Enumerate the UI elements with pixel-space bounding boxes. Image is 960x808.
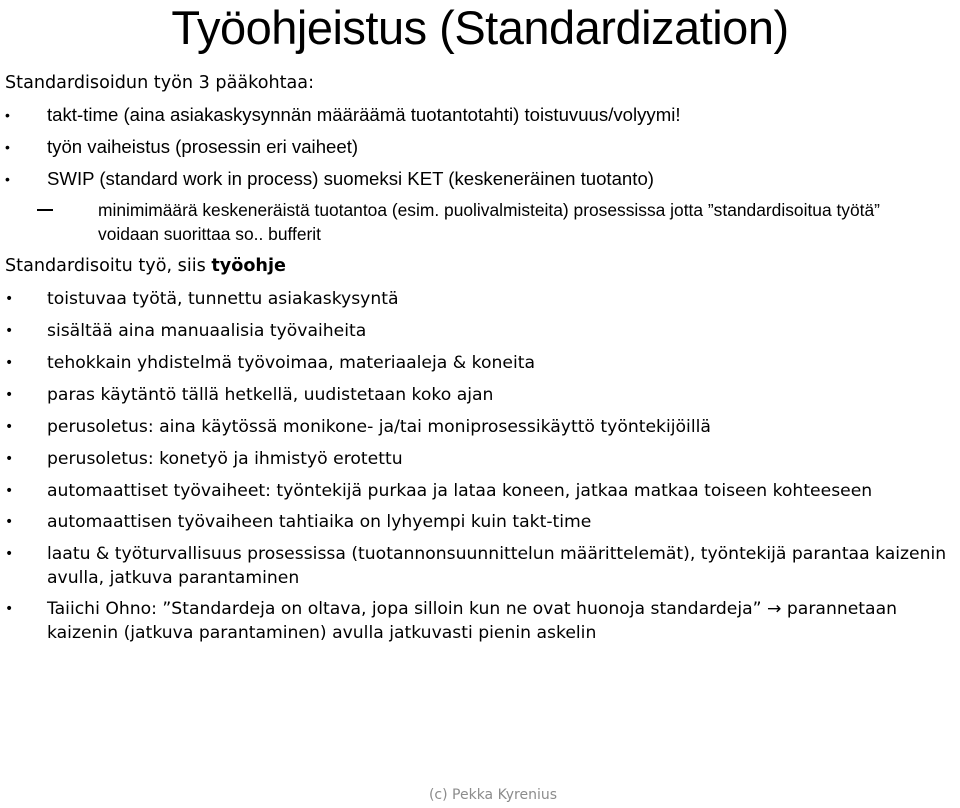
slide-content (5, 67, 957, 648)
list-item-text: tehokkain yhdistelmä työvoimaa, materiaaleja & koneita (47, 353, 535, 373)
list-item-text (47, 599, 897, 643)
bullet-icon: • (5, 546, 14, 562)
section-heading-text: Standardisoitu työ, siis (5, 256, 212, 276)
list-item (5, 506, 957, 538)
list-item-text: automaattisen työvaiheen tahtiaika on lyhyempi kuin takt-time (47, 512, 592, 532)
list-item-text: perusoletus: aina käytössä monikone- ja/tai moniprosessikäyttö työntekijöillä (47, 417, 711, 437)
list-item-text: takt-time (aina asiakaskysynnän määräämä tuotantotahti) toistuvuus/volyymi! (47, 104, 681, 125)
bullet-icon: • (5, 451, 14, 467)
list-item-text: perusoletus: konetyö ja ihmistyö erotettu (47, 449, 403, 469)
list-item (5, 315, 957, 347)
list-item (5, 347, 957, 379)
list-item-text: toistuvaa työtä, tunnettu asiakaskysyntä (47, 289, 399, 309)
bullet-icon: • (5, 355, 14, 371)
list-item (5, 163, 957, 195)
list-item (5, 443, 957, 475)
quote-text: Taiichi Ohno: ”Standardeja on oltava, jopa silloin kun ne ovat huonoja standardeja” (47, 599, 768, 619)
slide-title: Työohjeistus (Standardization) (171, 1, 789, 54)
list-item-text: laatu & työturvallisuus prosessissa (tuotannonsuunnittelun määrittelemät), työntekijä parantaa kaizenin avulla, jatkuva parantaminen (47, 544, 947, 588)
list-item (5, 131, 957, 163)
bullet-icon: • (5, 139, 10, 155)
dash-icon (37, 209, 53, 211)
sub-list-item-text: minimimäärä keskeneräistä tuotantoa (esim. puolivalmisteita) prosessissa jotta ”standardisoitua työtä” voidaan suorittaa so.. bufferit (98, 200, 880, 244)
work-instruction-list (5, 283, 957, 648)
section-heading-work-instruction (5, 249, 957, 283)
list-item (5, 593, 957, 648)
list-item (5, 538, 957, 593)
list-item (5, 411, 957, 443)
section-heading-bold-text: työohje (211, 256, 286, 276)
bullet-icon: • (5, 419, 14, 435)
list-item-text: työn vaiheistus (prosessin eri vaiheet) (47, 136, 359, 157)
list-item-text: SWIP (standard work in process) suomeksi KET (keskeneräinen tuotanto) (47, 168, 654, 189)
footer-copyright: (c) Pekka Kyrenius (428, 787, 558, 803)
list-item-text: automaattiset työvaiheet: työntekijä purkaa ja lataa koneen, jatkaa matkaa toiseen kohteeseen (47, 481, 873, 501)
list-item (5, 379, 957, 411)
bullet-icon: • (5, 107, 10, 123)
bullet-icon: • (5, 291, 14, 307)
list-item (5, 99, 957, 131)
list-item (5, 283, 957, 315)
list-item-text: sisältää aina manuaalisia työvaiheita (47, 321, 367, 341)
bullet-icon: • (5, 601, 14, 617)
arrow-right-icon: → (767, 599, 782, 619)
bullet-icon: • (5, 514, 14, 530)
conclusion-text: parannetaan kaizenin (jatkuva parantaminen) avulla jatkuvasti pienin askelin (47, 599, 897, 643)
bullet-icon: • (5, 483, 14, 499)
section-heading-standardized-work-main-points: Standardisoidun työn 3 pääkohtaa: (5, 73, 315, 93)
bullet-icon: • (5, 387, 14, 403)
list-item-text: paras käytäntö tällä hetkellä, uudistetaan koko ajan (47, 385, 494, 405)
bullet-icon: • (5, 323, 14, 339)
bullet-icon: • (5, 171, 10, 187)
main-points-list (5, 99, 957, 195)
list-item (5, 475, 957, 506)
sub-list-item (5, 195, 933, 249)
